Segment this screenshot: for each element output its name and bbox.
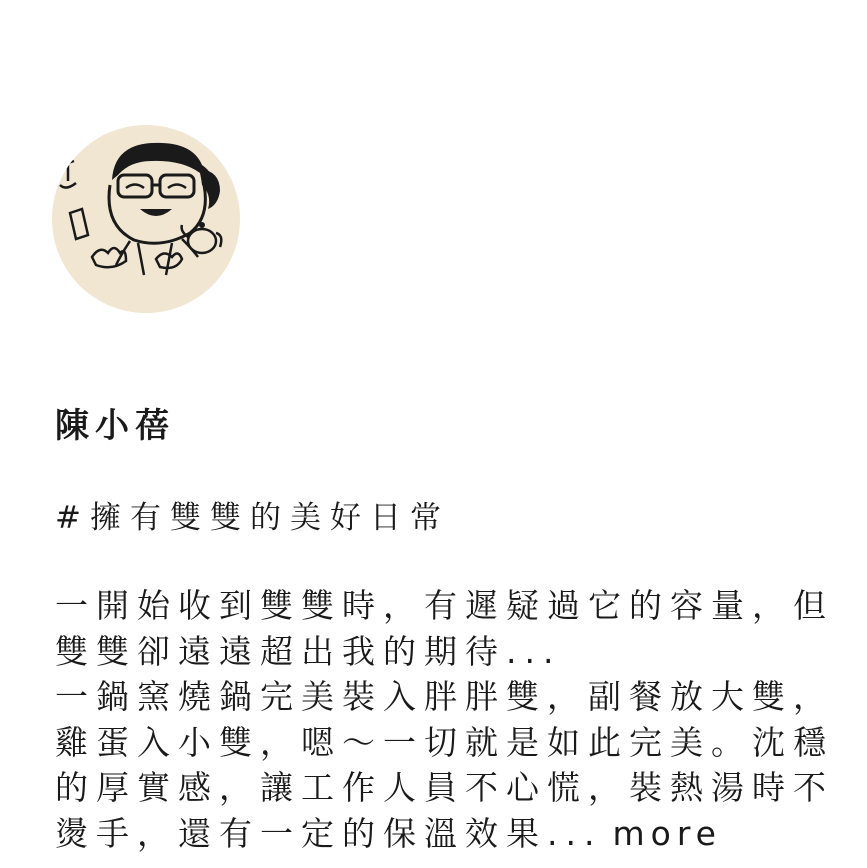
author-avatar[interactable] [52,125,240,313]
more-link[interactable]: more [612,813,722,853]
post-body-line: 的厚實感，讓工作人員不心慌，裝熱湯時不 [55,768,834,807]
post-body-line: 雙雙卻遠遠超出我的期待... [55,631,562,671]
post-body-line: 雞蛋入小雙，嗯～一切就是如此完美。沈穩 [55,722,834,762]
post-body-line: 一開始收到雙雙時，有遲疑過它的容量，但 [55,586,834,625]
post-body-last-line [55,811,860,857]
post-body [55,583,860,856]
post-body-line: 一鍋窯燒鍋完美裝入胖胖雙，副餐放大雙， [55,677,834,716]
post-hashtag[interactable]: #擁有雙雙的美好日常 [55,500,450,536]
post-body-line-text: 燙手，還有一定的保溫效果... [55,813,603,853]
portrait-drawing-icon [52,125,240,313]
author-name[interactable]: 陳小蓓 [55,406,175,446]
